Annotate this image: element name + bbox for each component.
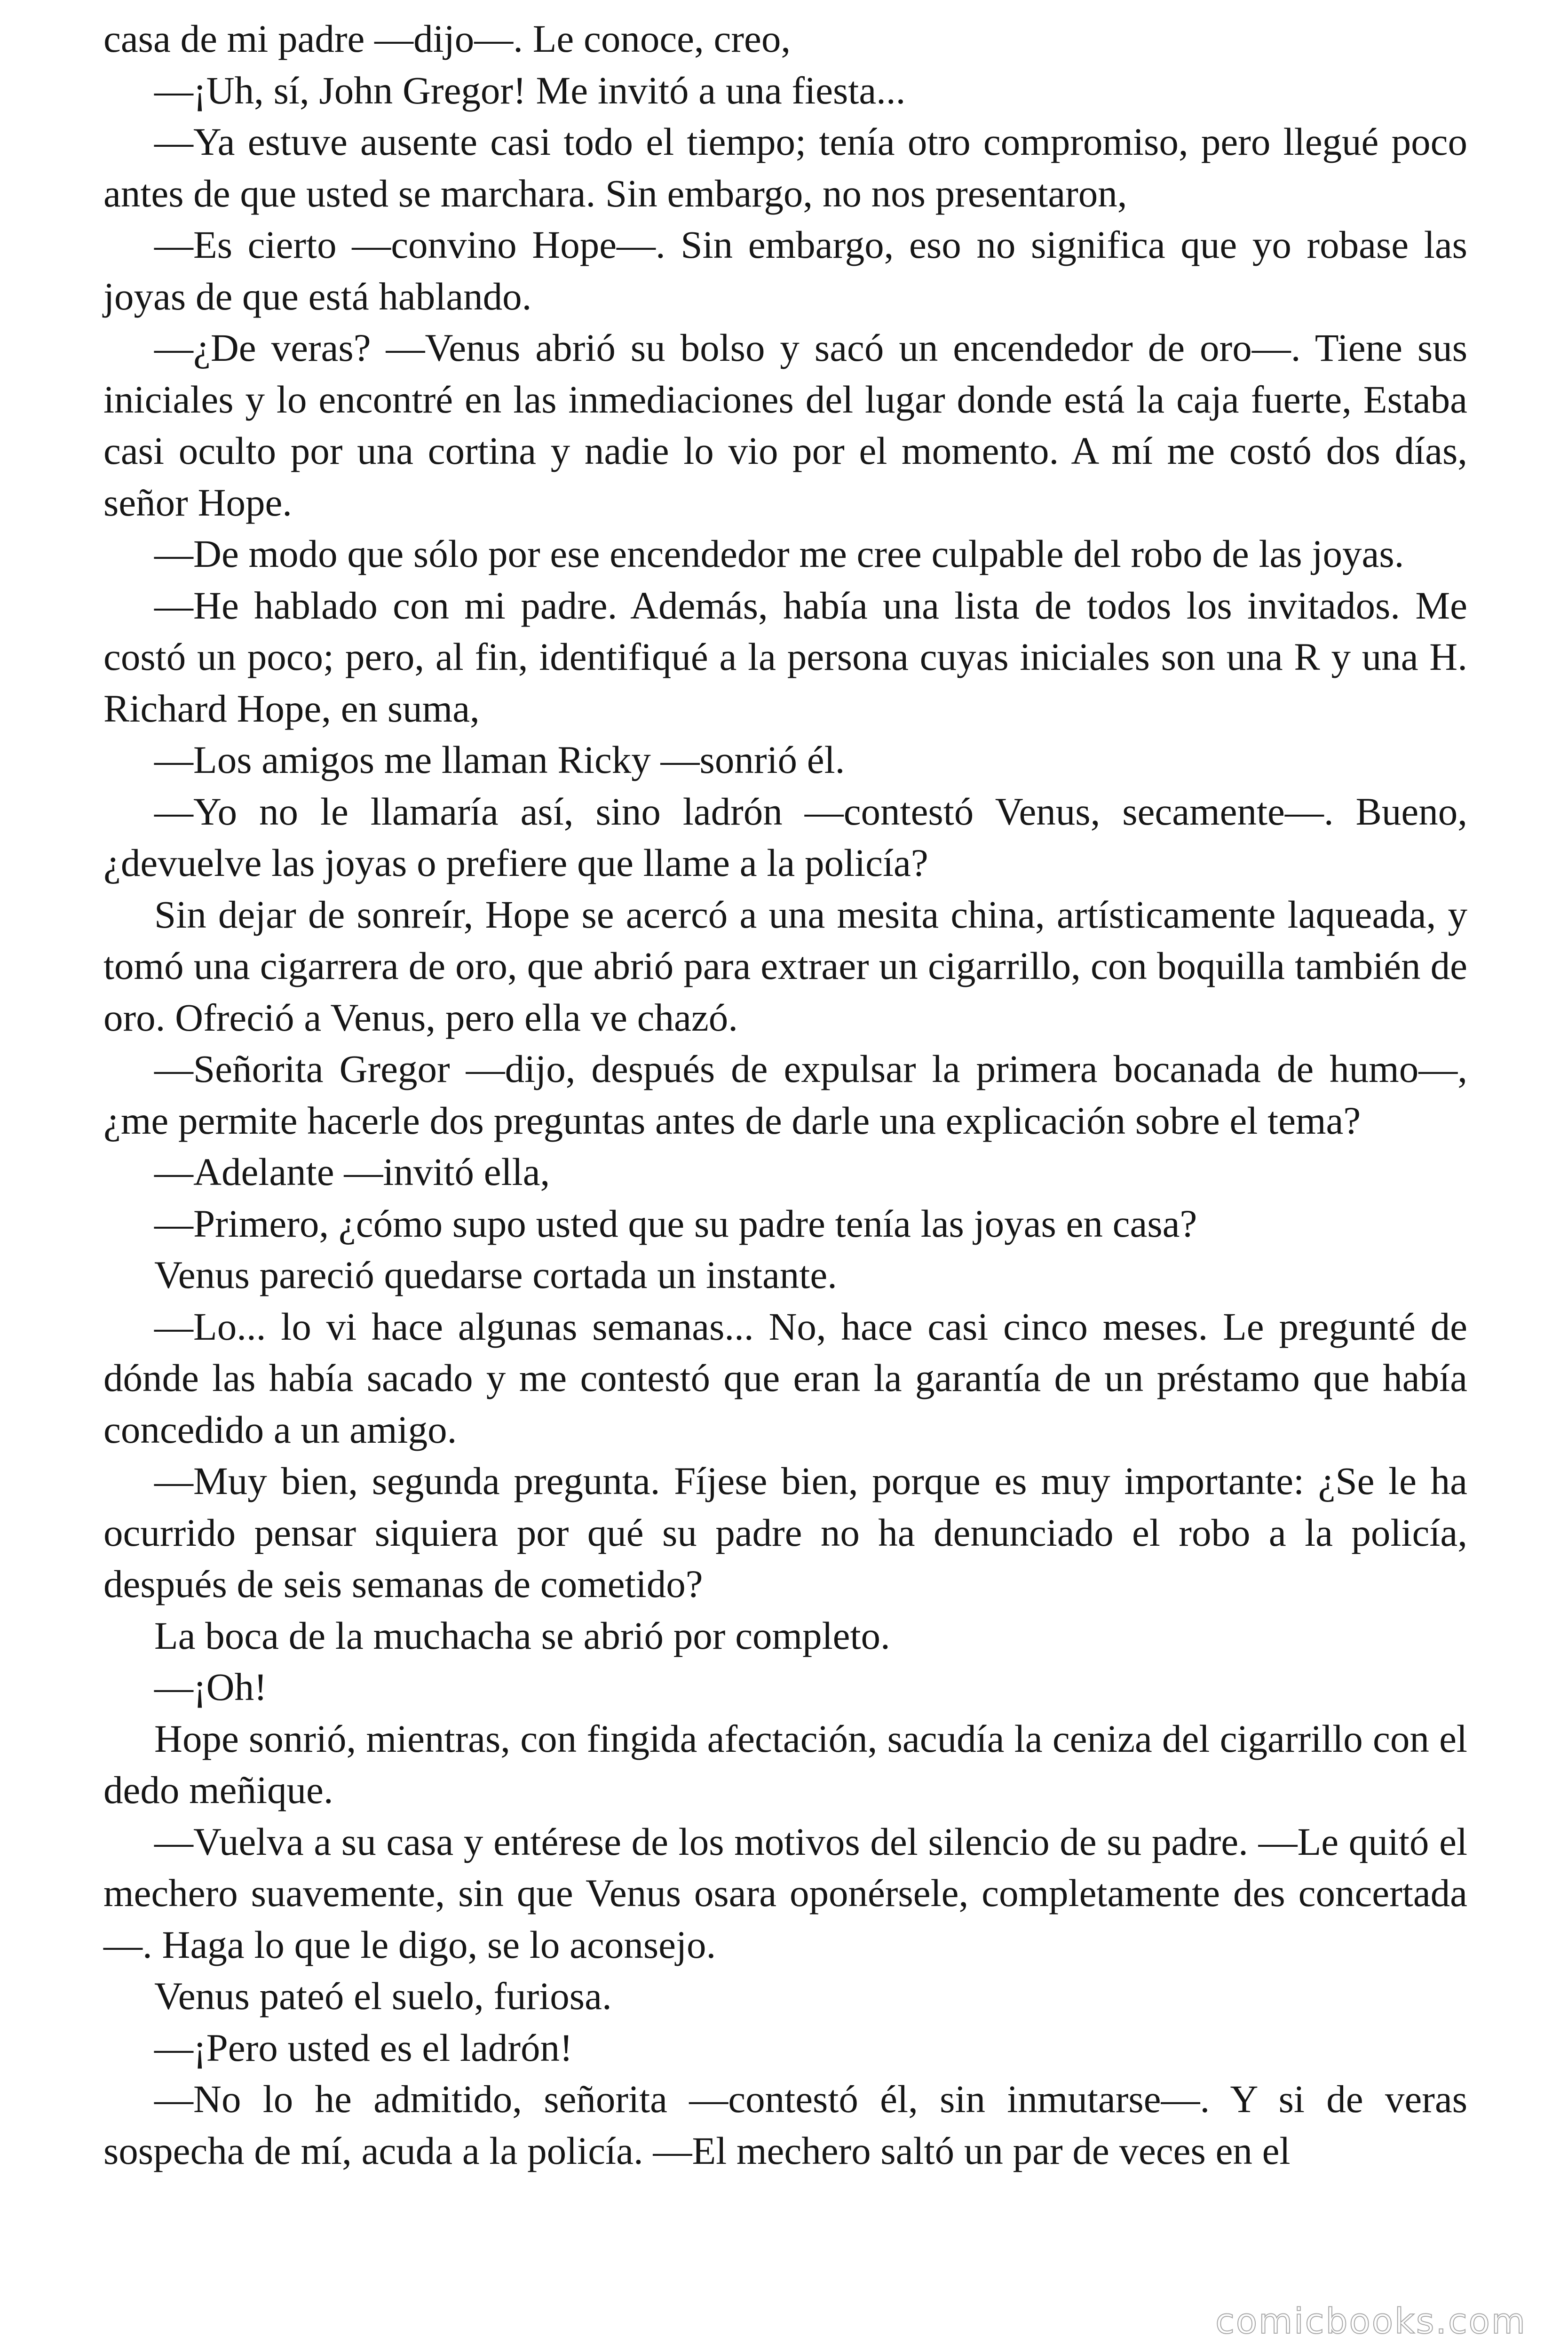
- paragraph: —¿De veras? —Venus abrió su bolso y sacó un encendedor de oro—. Tiene sus iniciales y lo encontré en las inmediaciones del lugar donde está la caja fuerte, Estaba casi oculto por una cortina y nadie lo vio por el momento. A mí me costó dos días, señor Hope.: [103, 326, 1467, 524]
- paragraph: Venus pateó el suelo, furiosa.: [154, 1974, 612, 2018]
- paragraph: —Yo no le llamaría así, sino ladrón —contestó Venus, secamente—. Bueno, ¿devuelve las joyas o prefiere que llame a la policía?: [103, 789, 1467, 884]
- paragraph: —Es cierto —convino Hope—. Sin embargo, eso no significa que yo robase las joyas de que está hablando.: [103, 223, 1467, 318]
- paragraph: —No lo he admitido, señorita —contestó él, sin inmutarse—. Y si de veras sospecha de mí, acuda a la policía. —El mechero saltó un par de veces en el: [103, 2077, 1467, 2172]
- paragraph: —Los amigos me llaman Ricky —sonrió él.: [154, 738, 845, 781]
- book-page: [103, 13, 1467, 2177]
- paragraph: —¡Uh, sí, John Gregor! Me invitó a una fiesta...: [154, 68, 906, 112]
- paragraph: Hope sonrió, mientras, con fingida afectación, sacudía la ceniza del cigarrillo con el dedo meñique.: [103, 1716, 1467, 1812]
- paragraph: La boca de la muchacha se abrió por completo.: [154, 1613, 890, 1657]
- paragraph: casa de mi padre —dijo—. Le conoce, creo,: [103, 17, 791, 60]
- paragraph: Sin dejar de sonreír, Hope se acercó a una mesita china, artísticamente laqueada, y tomó una cigarrera de oro, que abrió para extraer un cigarrillo, con boquilla también de oro. Ofreció a Venus, pero ella ve chazó.: [103, 892, 1467, 1039]
- paragraph: —Ya estuve ausente casi todo el tiempo; tenía otro compromiso, pero llegué poco antes de que usted se marchara. Sin embargo, no nos presentaron,: [103, 120, 1467, 215]
- paragraph: —¡Pero usted es el ladrón!: [154, 2026, 573, 2069]
- watermark-logo: comicbooks.com: [1215, 2301, 1527, 2342]
- paragraph: —Vuelva a su casa y entérese de los motivos del silencio de su padre. —Le quitó el mechero suavemente, sin que Venus osara oponérsele, completamente des concertada—. Haga lo que le digo, se lo aconsejo.: [103, 1820, 1467, 1966]
- paragraph: —Adelante —invitó ella,: [154, 1150, 550, 1193]
- paragraph: Venus pareció quedarse cortada un instante.: [154, 1253, 837, 1296]
- paragraph: —Muy bien, segunda pregunta. Fíjese bien, porque es muy importante: ¿Se le ha ocurrido pensar siquiera por qué su padre no ha denunciado el robo a la policía, después de seis semanas de cometido?: [103, 1459, 1467, 1605]
- paragraph: —Primero, ¿cómo supo usted que su padre tenía las joyas en casa?: [154, 1201, 1197, 1245]
- paragraph: —¡Oh!: [154, 1665, 267, 1708]
- paragraph: —He hablado con mi padre. Además, había una lista de todos los invitados. Me costó un poco; pero, al fin, identifiqué a la persona cuyas iniciales son una R y una H. Richard Hope, en suma,: [103, 583, 1467, 730]
- paragraph: —Señorita Gregor —dijo, después de expulsar la primera bocanada de humo—, ¿me permite hacerle dos preguntas antes de darle una explicación sobre el tema?: [103, 1047, 1467, 1142]
- paragraph: —Lo... lo vi hace algunas semanas... No, hace casi cinco meses. Le pregunté de dónde las había sacado y me contestó que eran la garantía de un préstamo que había concedido a un amigo.: [103, 1304, 1467, 1451]
- paragraph: —De modo que sólo por ese encendedor me cree culpable del robo de las joyas.: [154, 532, 1404, 575]
